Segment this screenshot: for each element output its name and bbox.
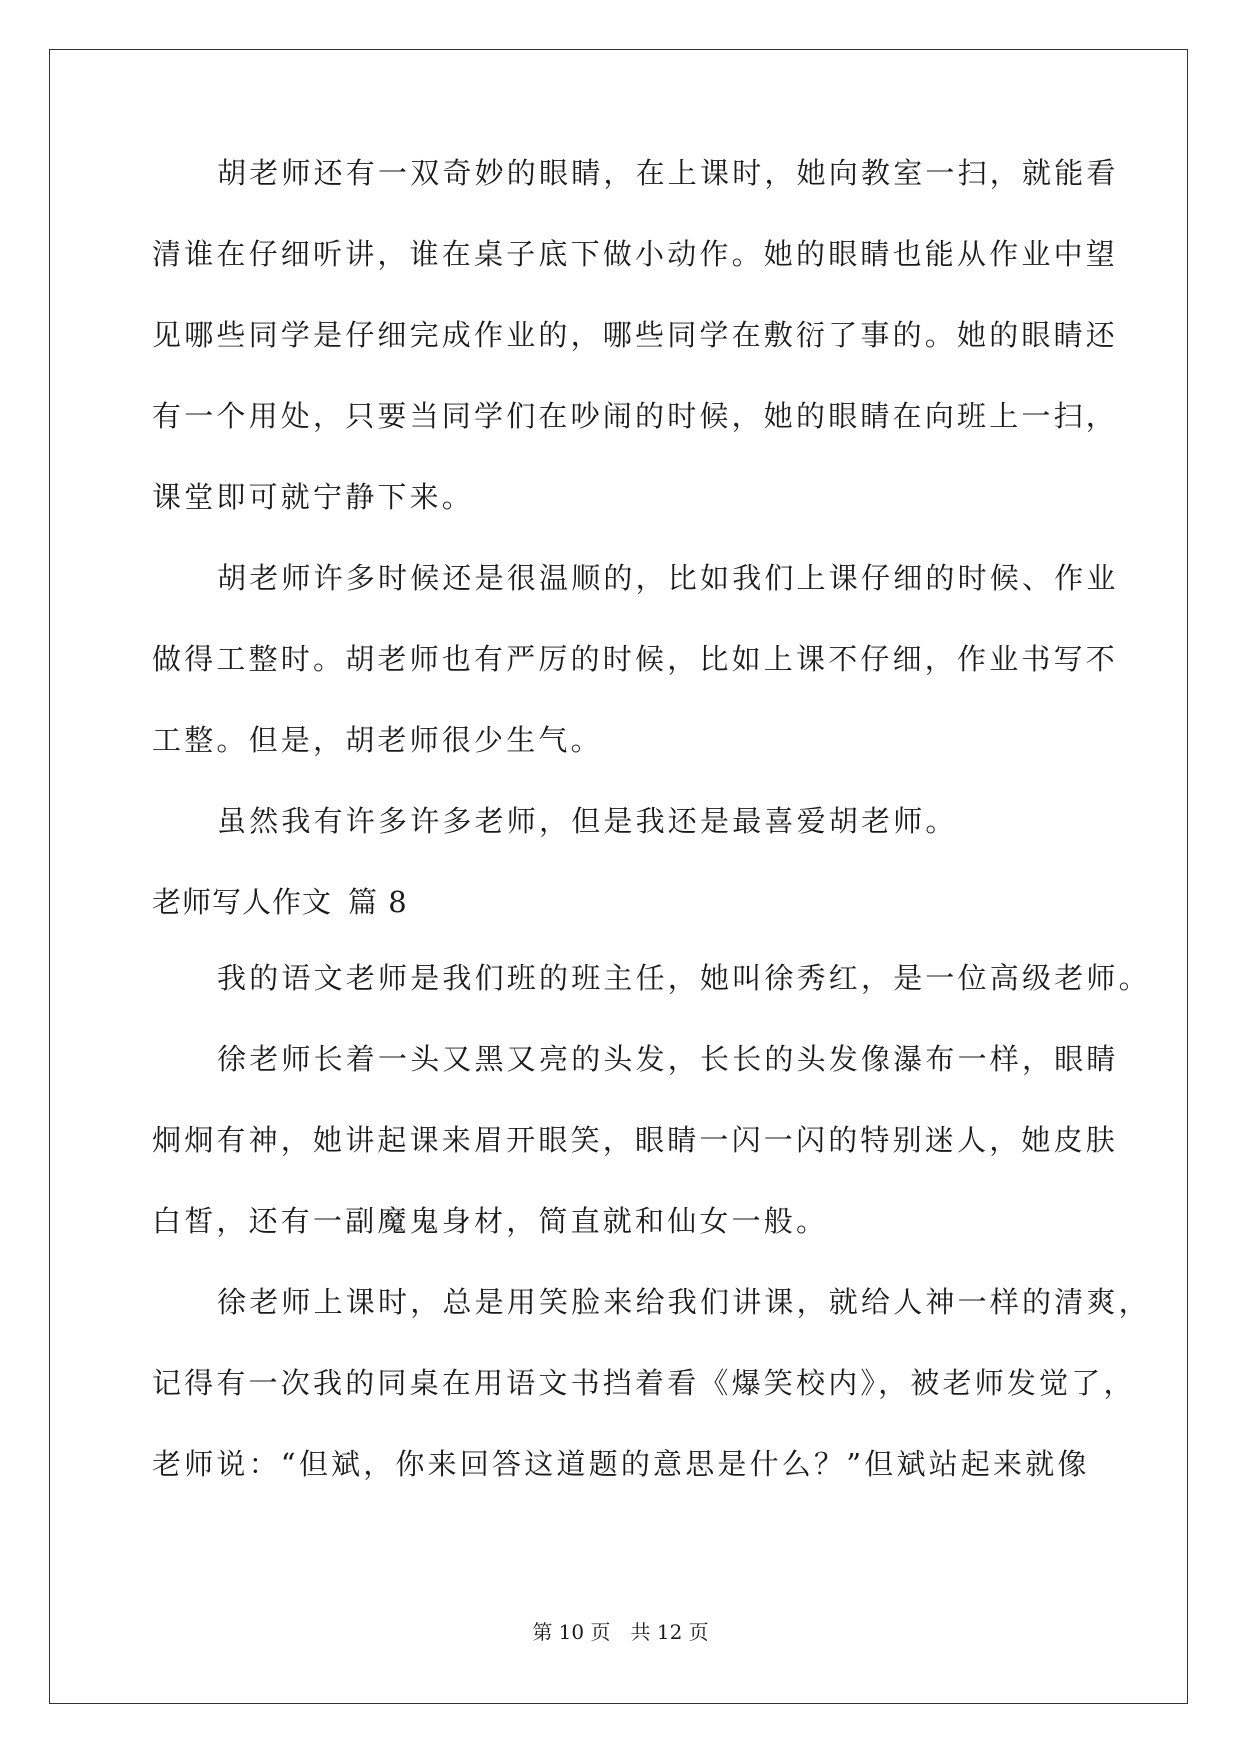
text-line: 记得有一次我的同桌在用语文书挡着看《爆笑校内》，被老师发觉了， xyxy=(152,1366,1136,1400)
text-line: 课堂即可就宁静下来。 xyxy=(152,480,475,514)
total-page-count: 共 12 页 xyxy=(630,1620,709,1644)
text-line: 清谁在仔细听讲，谁在桌子底下做小动作。她的眼睛也能从作业中望 xyxy=(152,237,1119,271)
text-line: 徐老师长着一头又黑又亮的头发，长长的头发像瀑布一样，眼睛 xyxy=(217,1042,1119,1076)
text-line: 徐老师上课时，总是用笑脸来给我们讲课，就给人神一样的清爽， xyxy=(217,1285,1151,1319)
text-line: 胡老师还有一双奇妙的眼睛，在上课时，她向教室一扫，就能看 xyxy=(217,156,1119,190)
text-line: 胡老师许多时候还是很温顺的，比如我们上课仔细的时候、作业 xyxy=(217,561,1119,595)
text-line: 工整。但是，胡老师很少生气。 xyxy=(152,723,603,757)
section-heading-title: 老师写人作文 xyxy=(152,885,333,919)
document-body xyxy=(152,156,1151,1530)
section-heading xyxy=(152,887,1088,963)
page-footer xyxy=(0,1621,1241,1643)
text-line: 做得工整时。胡老师也有严厉的时候，比如上课不仔细，作业书写不 xyxy=(152,642,1119,676)
text-line: 有一个用处，只要当同学们在吵闹的时候，她的眼睛在向班上一扫， xyxy=(152,399,1119,433)
text-line: 虽然我有许多许多老师，但是我还是最喜爱胡老师。 xyxy=(217,804,958,838)
current-page-number: 第 10 页 xyxy=(532,1620,611,1644)
text-line: 见哪些同学是仔细完成作业的，哪些同学在敷衍了事的。她的眼睛还 xyxy=(152,318,1119,352)
text-line: 炯炯有神，她讲起课来眉开眼笑，眼睛一闪一闪的特别迷人，她皮肤 xyxy=(152,1123,1119,1157)
section-heading-number: 篇 8 xyxy=(348,885,408,919)
text-line: 我的语文老师是我们班的班主任，她叫徐秀红，是一位高级老师。 xyxy=(217,961,1151,995)
text-line: 白皙，还有一副魔鬼身材，简直就和仙女一般。 xyxy=(152,1204,829,1238)
text-line: 老师说：“但斌，你来回答这道题的意思是什么？”但斌站起来就像 xyxy=(152,1447,1090,1481)
